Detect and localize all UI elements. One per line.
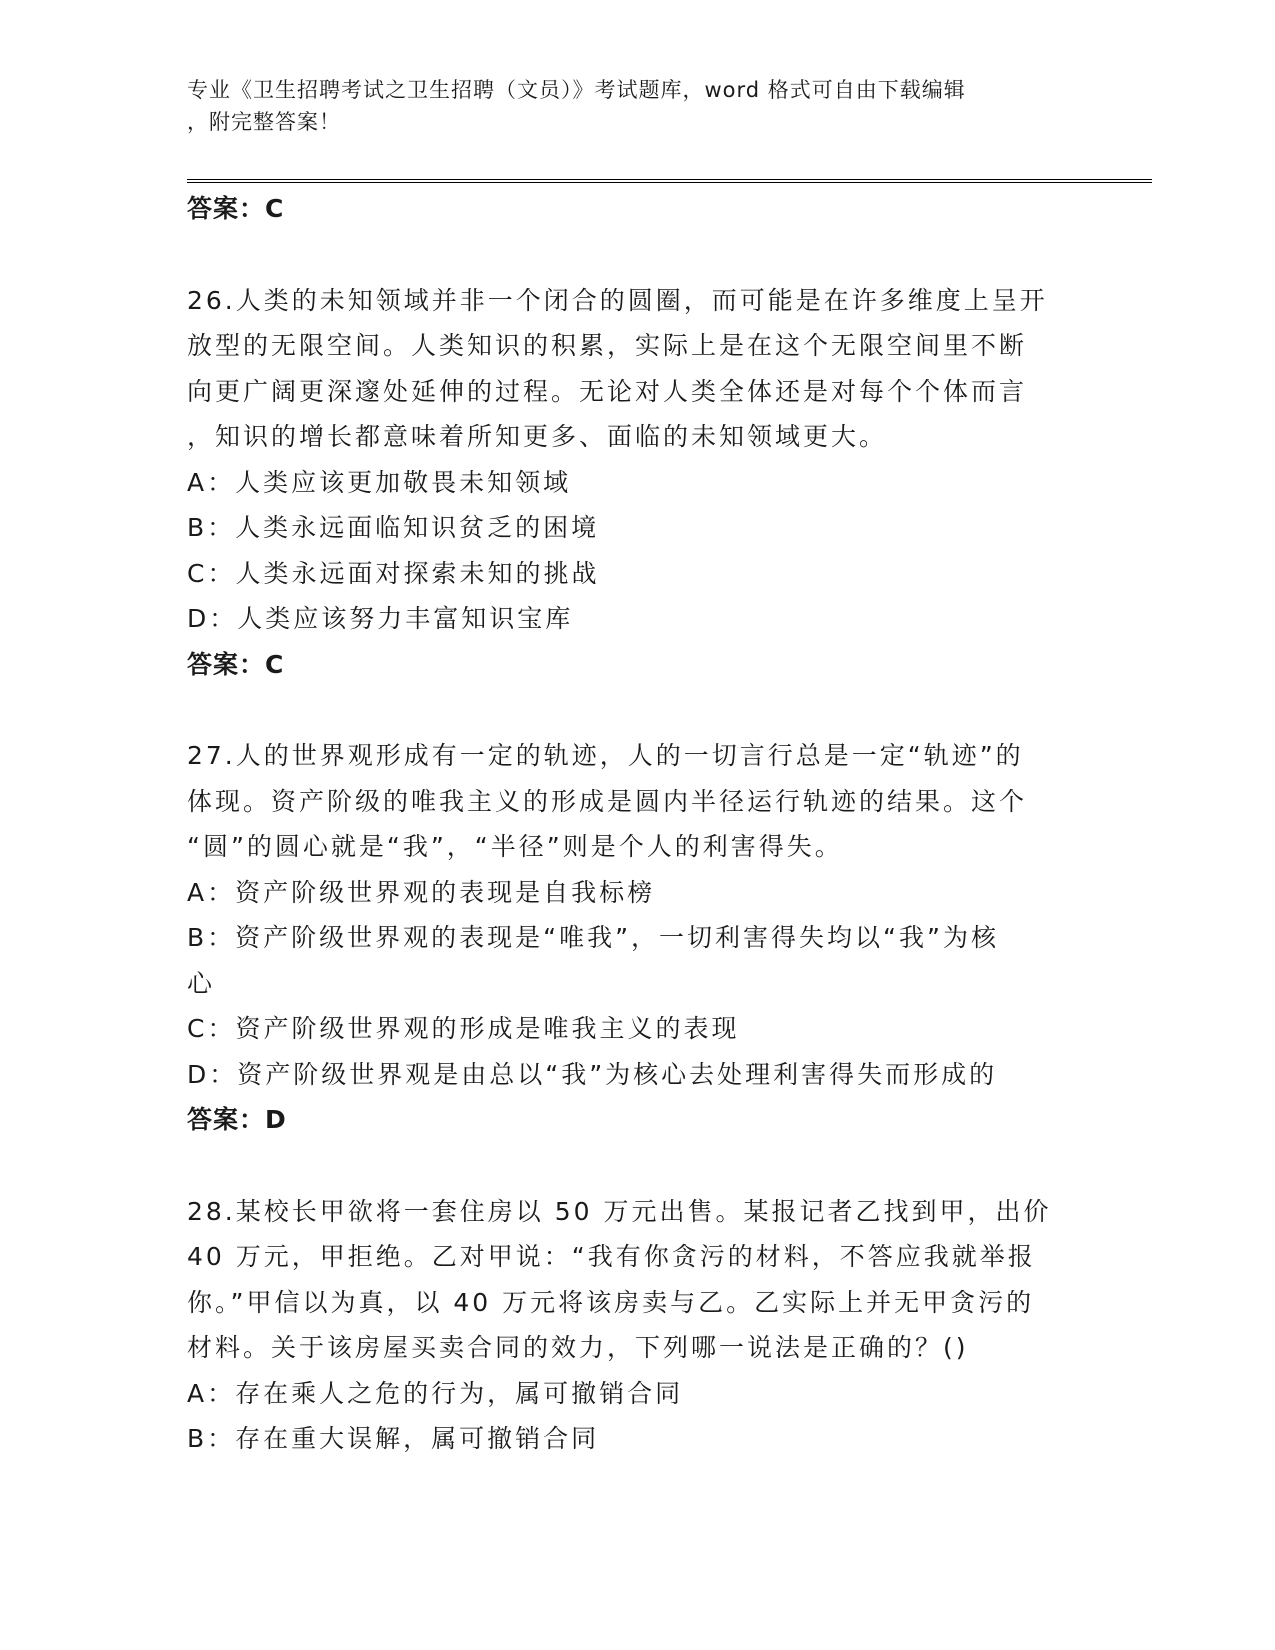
option-a: A：资产阶级世界观的表现是自我标榜 <box>187 877 656 907</box>
answer-label: 答案：D <box>187 1105 287 1134</box>
spacer <box>187 232 1067 278</box>
header-title: 专业《卫生招聘考试之卫生招聘（文员）》考试题库，word 格式可自由下载编辑 <box>187 78 966 102</box>
question-stem-line: 你。”甲信以为真，以 40 万元将该房卖与乙。乙实际上并无甲贪污的 <box>187 1287 1035 1317</box>
option-d: D：人类应该努力丰富知识宝库 <box>187 604 574 633</box>
question-item <box>187 733 1067 1143</box>
answer-label: 答案：C <box>187 194 285 223</box>
spacer <box>187 1143 1067 1189</box>
option-b: B：资产阶级世界观的表现是“唯我”，一切利害得失均以“我”为核 <box>187 923 999 952</box>
option-a: A：人类应该更加敬畏未知领域 <box>187 467 572 497</box>
question-stem-line: 28.某校长甲欲将一套住房以 50 万元出售。某报记者乙找到甲，出价 <box>187 1196 1052 1226</box>
question-content <box>187 186 1067 1462</box>
question-stem-line: ，知识的增长都意味着所知更多、面临的未知领域更大。 <box>187 422 888 451</box>
header-subtitle: ，附完整答案！ <box>187 110 341 134</box>
option-b: B：人类永远面临知识贫乏的困境 <box>187 513 600 542</box>
option-b: B：存在重大误解，属可撤销合同 <box>187 1424 600 1453</box>
question-stem-line: 40 万元，甲拒绝。乙对甲说：“我有你贪污的材料，不答应我就举报 <box>187 1242 1036 1271</box>
document-header <box>187 74 1087 138</box>
header-divider-bottom <box>187 182 1152 183</box>
answer-label: 答案：C <box>187 649 285 679</box>
question-stem-line: “圆”的圆心就是“我”，“半径”则是个人的利害得失。 <box>187 832 843 861</box>
option-b-continued: 心 <box>187 968 216 998</box>
spacer <box>187 687 1067 733</box>
option-a: A：存在乘人之危的行为，属可撤销合同 <box>187 1378 684 1408</box>
question-stem-line: 向更广阔更深邃处延伸的过程。无论对人类全体还是对每个个体而言 <box>187 376 1028 406</box>
question-item <box>187 1189 1067 1462</box>
question-stem-line: 27.人的世界观形成有一定的轨迹，人的一切言行总是一定“轨迹”的 <box>187 741 1024 770</box>
question-stem-line: 26.人类的未知领域并非一个闭合的圆圈，而可能是在许多维度上呈开 <box>187 285 1048 315</box>
question-stem-line: 放型的无限空间。人类知识的积累，实际上是在这个无限空间里不断 <box>187 331 1028 360</box>
option-c: C：人类永远面对探索未知的挑战 <box>187 558 600 588</box>
option-d: D：资产阶级世界观是由总以“我”为核心去处理利害得失而形成的 <box>187 1059 998 1089</box>
option-c: C：资产阶级世界观的形成是唯我主义的表现 <box>187 1014 740 1043</box>
question-item <box>187 278 1067 688</box>
question-stem-line: 材料。关于该房屋买卖合同的效力，下列哪一说法是正确的？() <box>187 1333 969 1362</box>
question-stem-line: 体现。资产阶级的唯我主义的形成是圆内半径运行轨迹的结果。这个 <box>187 786 1028 816</box>
header-divider-top <box>187 179 1152 180</box>
